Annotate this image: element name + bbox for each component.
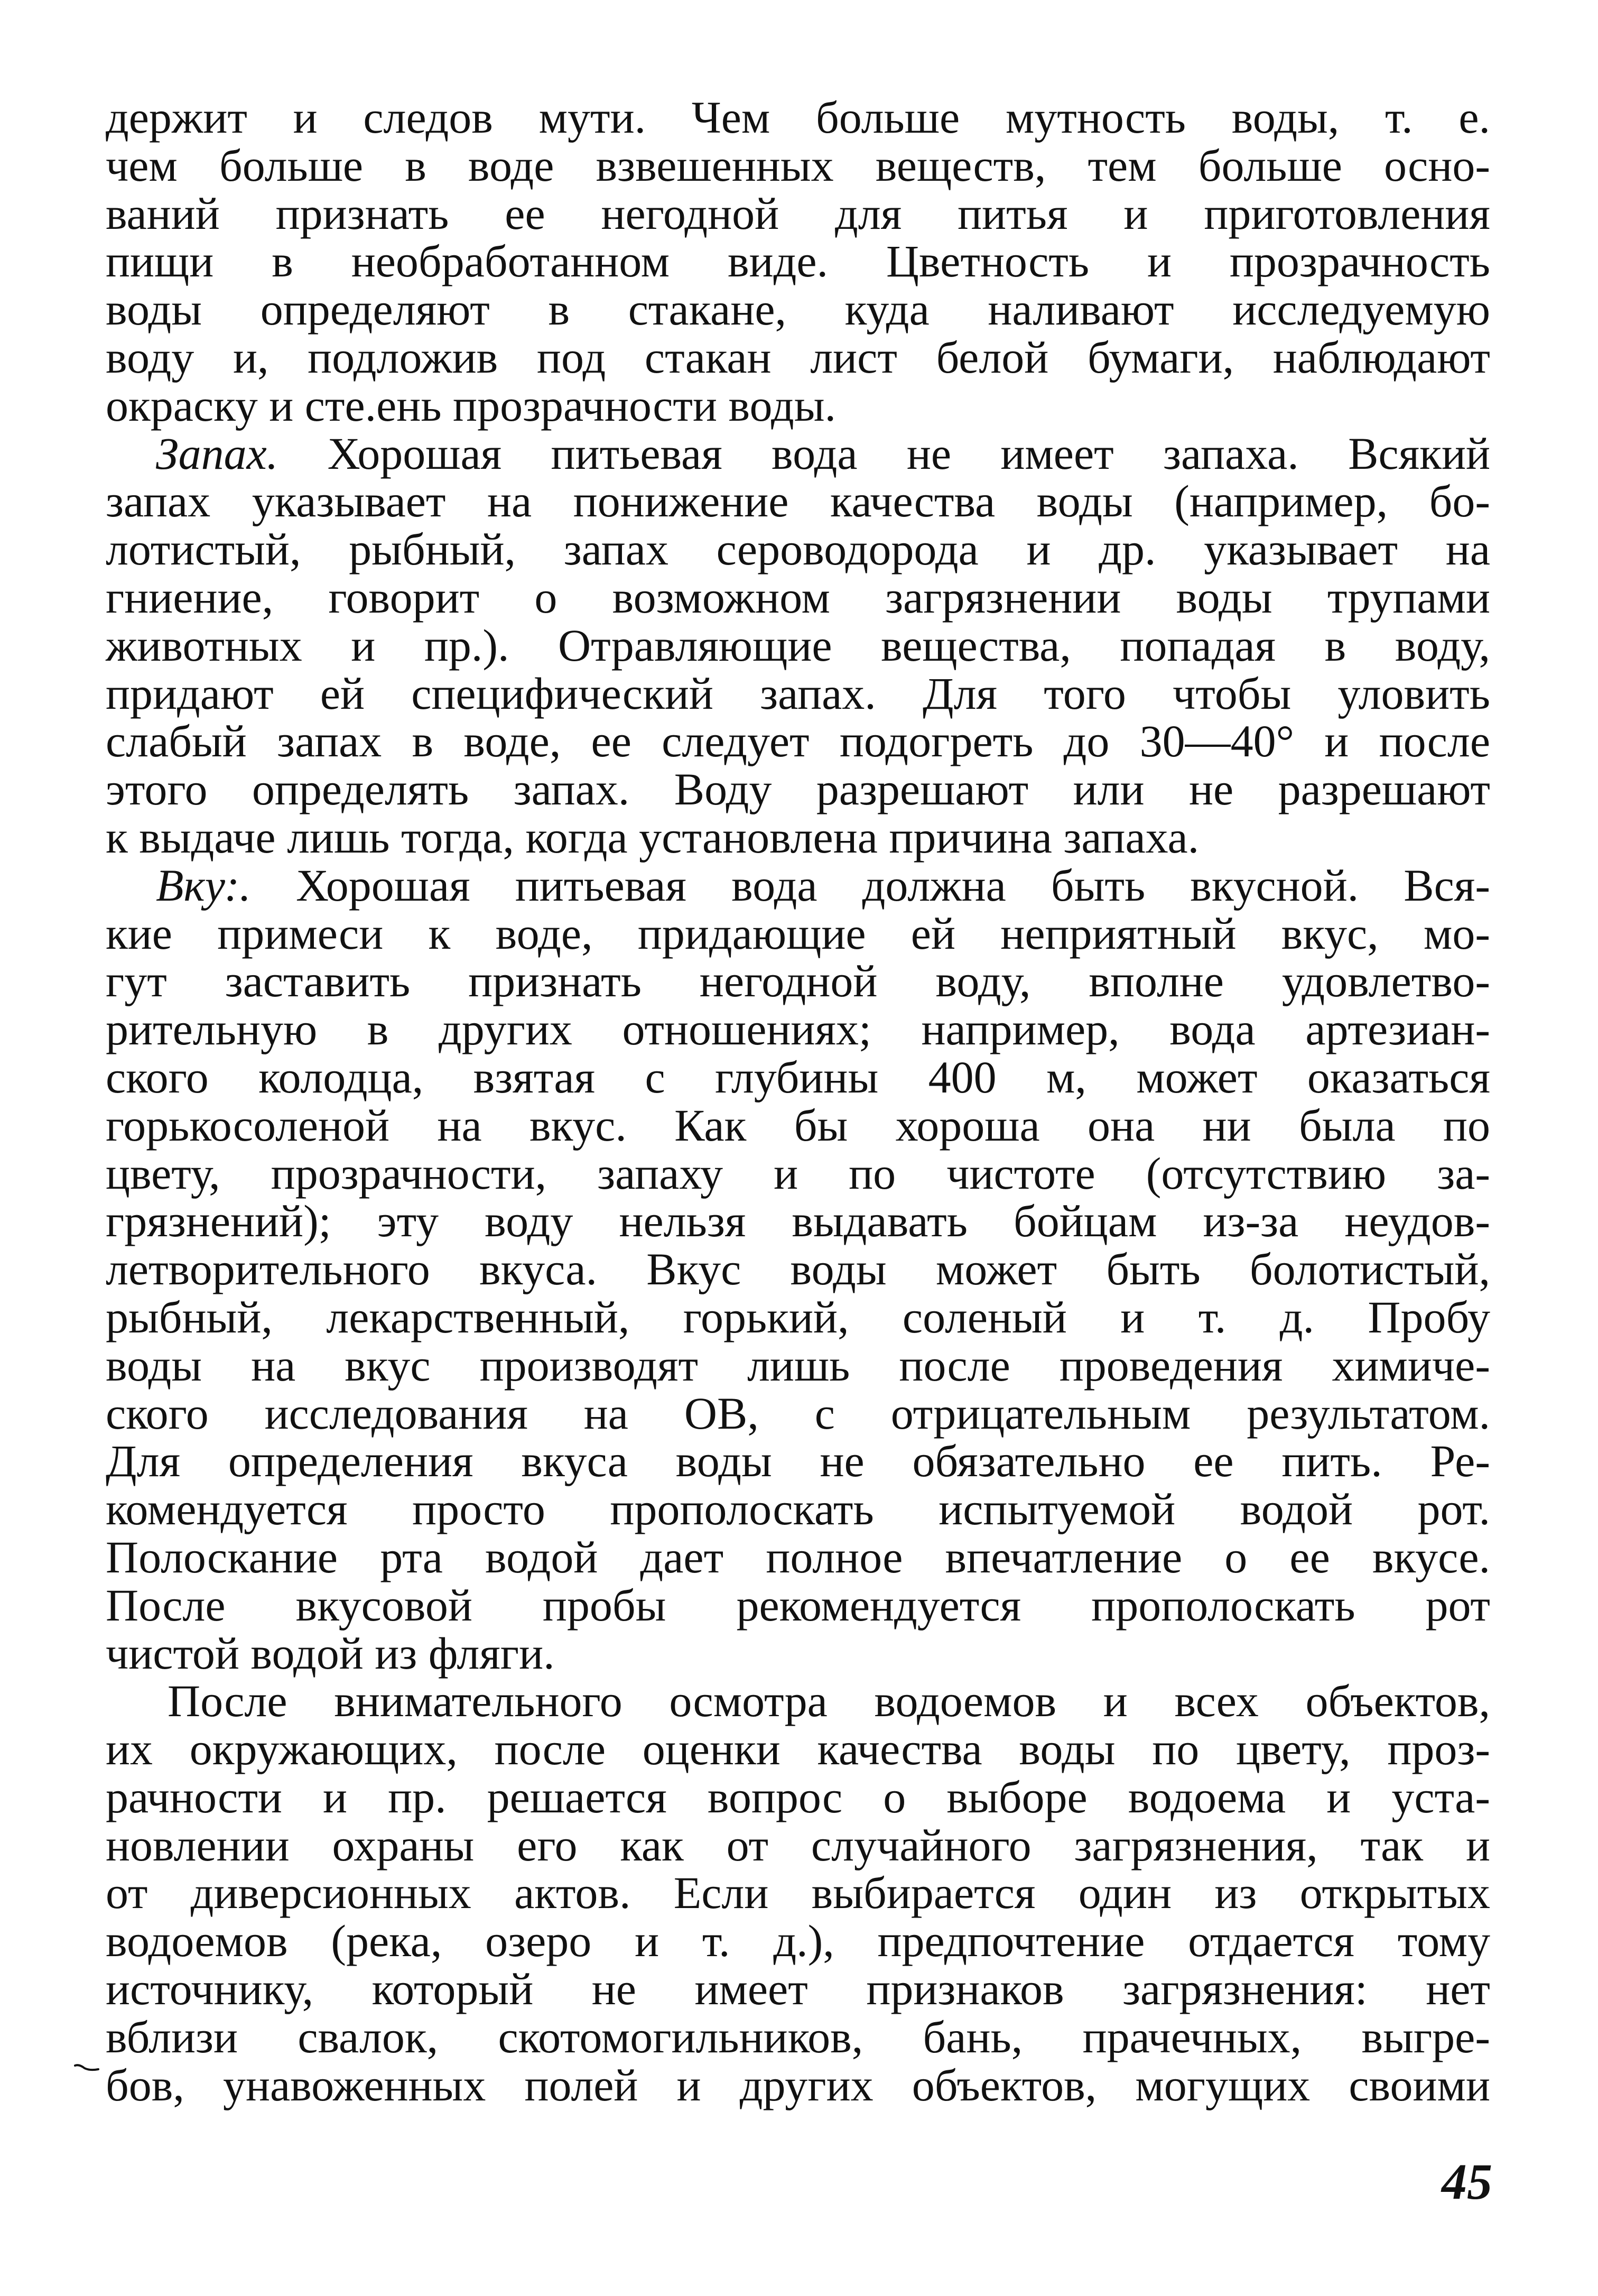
text-line: ского колодца, взятая с глубины 400 м, может оказаться <box>106 1051 1490 1103</box>
paragraph-first-line: После внимательного осмотра водоемов и всех объектов, <box>168 1675 1490 1727</box>
text-line: к выдаче лишь тогда, когда установлена причина запаха. <box>106 811 1200 863</box>
paragraph-first-line <box>106 859 1490 911</box>
text-line: от диверсионных актов. Если выбирается один из открытых <box>106 1867 1490 1919</box>
page-number: 45 <box>1442 2153 1492 2210</box>
text-line: кие примеси к воде, придающие ей неприятный вкус, мо- <box>106 908 1490 959</box>
text-line: животных и пр.). Отравляющие вещества, попадая в воду, <box>106 619 1490 671</box>
text-line: новлении охраны его как от случайного загрязнения, так и <box>106 1819 1490 1871</box>
text-line: гниение, говорит о возможном загрязнении воды трупами <box>106 571 1490 623</box>
text-line: бов, унавоженных полей и других объектов, могущих своими <box>106 2059 1490 2110</box>
text-line: вблизи свалок, скотомогильников, бань, прачечных, выгре- <box>106 2011 1490 2062</box>
text-line: гут заставить признать негодной воду, вполне удовлетво- <box>106 956 1490 1007</box>
text-line: рачности и пр. решается вопрос о выборе водоема и уста- <box>106 1771 1490 1822</box>
text-line: комендуется просто прополоскать испытуемой водой рот. <box>106 1484 1490 1535</box>
text-line: грязнений); эту воду нельзя выдавать бойцам из-за неудов- <box>106 1196 1490 1247</box>
text-run: Хорошая питьевая вода должна быть вкусной. Вся- <box>250 859 1490 911</box>
text-run: Хорошая питьевая вода не имеет запаха. Всякий <box>278 428 1490 479</box>
text-line: запах указывает на понижение качества воды (например, бо- <box>106 476 1490 527</box>
text-line: летворительного вкуса. Вкус воды может быть болотистый, <box>106 1244 1490 1295</box>
text-line: цвету, прозрачности, запаху и по чистоте (отсутствию за- <box>106 1147 1490 1199</box>
text-line: водоемов (река, озеро и т. д.), предпочтение отдается тому <box>106 1915 1490 1967</box>
text-line: лотистый, рыбный, запах сероводорода и др. указывает на <box>106 524 1490 575</box>
text-line: воды определяют в стакане, куда наливают исследуемую <box>106 284 1490 335</box>
text-line: слабый запах в воде, ее следует подогреть до 30—40° и после <box>106 716 1490 767</box>
text-line: воды на вкус производят лишь после проведения химиче- <box>106 1339 1490 1391</box>
text-line: чистой водой из фляги. <box>106 1627 555 1679</box>
text-line: воду и, подложив под стакан лист белой бумаги, наблюдают <box>106 331 1490 383</box>
text-line: ского исследования на ОВ, с отрицательным результатом. <box>106 1387 1490 1439</box>
text-line: После вкусовой пробы рекомендуется прополоскать рот <box>106 1579 1490 1631</box>
run-in-heading-smell: Запах. <box>156 428 278 479</box>
text-line: горькосоленой на вкус. Как бы хороша она ни была по <box>106 1099 1490 1151</box>
text-line: рыбный, лекарственный, горький, соленый и т. д. Пробу <box>106 1291 1490 1343</box>
text-line: их окружающих, после оценки качества воды по цвету, проз- <box>106 1724 1490 1775</box>
text-line: этого определять запах. Воду разрешают или не разрешают <box>106 764 1490 815</box>
paragraph-first-line <box>106 430 1490 478</box>
body-text <box>106 94 1490 2109</box>
text-line: Полоскание рта водой дает полное впечатление о ее вкусе. <box>106 1531 1490 1582</box>
text-line: источнику, который не имеет признаков загрязнения: нет <box>106 1964 1490 2015</box>
text-line: ваний признать ее негодной для питья и приготовления <box>106 188 1490 239</box>
text-line: Для определения вкуса воды не обязательно ее пить. Ре- <box>106 1436 1490 1487</box>
text-line: чем больше в воде взвешенных веществ, тем больше осно- <box>106 140 1490 191</box>
run-in-heading-taste: Вку:. <box>156 859 251 911</box>
text-line: рительную в других отношениях; например, вода артезиан- <box>106 1004 1490 1055</box>
text-line: окраску и сте.ень прозрачности воды. <box>106 379 837 431</box>
stray-pen-mark-icon <box>74 2064 99 2071</box>
text-line: придают ей специфический запах. Для того чтобы уловить <box>106 668 1490 719</box>
text-line: держит и следов мути. Чем больше мутность воды, т. е. <box>106 92 1490 143</box>
text-line: пищи в необработанном виде. Цветность и прозрачность <box>106 236 1490 287</box>
